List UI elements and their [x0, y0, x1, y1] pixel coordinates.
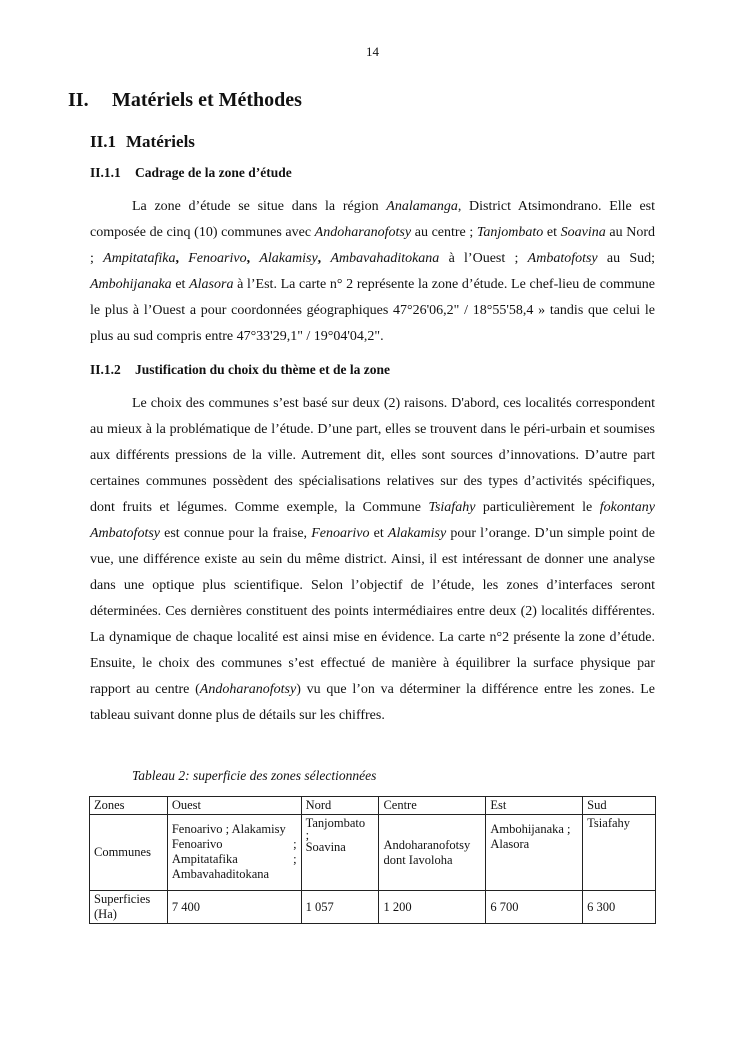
superficie-centre: 1 200: [379, 891, 486, 924]
cell-sud: Tsiafahy: [583, 815, 656, 891]
section-title: Matériels et Méthodes: [112, 89, 302, 111]
communes-label: Communes: [90, 815, 168, 891]
header-cell: Nord: [301, 797, 379, 815]
sub2-number: II.1.2: [90, 362, 121, 377]
header-cell: Est: [486, 797, 583, 815]
header-cell: Sud: [583, 797, 656, 815]
subsection-number: II.1: [90, 132, 116, 151]
cell-ouest: Fenoarivo ; Alakamisy Fenoarivo ; Ampitatafika ; Ambavahaditokana: [167, 815, 301, 891]
page-number: 14: [366, 44, 379, 59]
section-number: II.: [68, 89, 89, 111]
superficie-nord: 1 057: [301, 891, 379, 924]
cell-centre: Andoharanofotsy dont Iavoloha: [379, 815, 486, 891]
table-caption: Tableau 2: superficie des zones sélectionnées: [132, 768, 377, 783]
superficie-sud: 6 300: [583, 891, 656, 924]
superficie-ouest: 7 400: [167, 891, 301, 924]
subsection-heading: [90, 132, 195, 152]
sub2-title: Justification du choix du thème et de la zone: [135, 362, 390, 377]
header-cell: Ouest: [167, 797, 301, 815]
table-row: [90, 891, 656, 924]
cell-est: Ambohijanaka ; Alasora: [486, 815, 583, 891]
table-header-row: [90, 797, 656, 815]
zones-table: [89, 796, 656, 924]
sub1-title: Cadrage de la zone d’étude: [135, 165, 292, 180]
cell-nord: Tanjombato ; Soavina: [301, 815, 379, 891]
sub1-heading: [90, 165, 292, 181]
superficie-est: 6 700: [486, 891, 583, 924]
superficies-label: Superficies (Ha): [90, 891, 168, 924]
sub2-heading: [90, 362, 390, 378]
sub2-paragraph: Le choix des communes s’est basé sur deux (2) raisons. D'abord, ces localités correspondent au mieux à la problématique de l’étude. D’une part, elles se trouvent dans le péri-urbain et soumises aux différents pressions de la ville. Autrement dit, elles sont sources d’innovations. D’autre part certaines communes possèdent des spécialisations relatives sur des types d’activités spécifiques, dont fruits et légumes. Comme exemple, la Commune Tsiafahy particulièrement le fokontany Ambatofotsy est connue pour la fraise, Fenoarivo et Alakamisy pour l’orange. D’un simple point de vue, une différence existe au sein du même district. Ainsi, il est intéressant de donner une analyse dans une optique plus scientifique. Selon l’objectif de l’étude, les zones d’interfaces seront déterminées. Ces dernières constituent des points intermédiaires entre deux (2) localités différentes. La dynamique de chaque localité est ainsi mise en évidence. La carte n°2 présente la zone d’étude. Ensuite, le choix des communes s’est effectué de manière à équilibrer la surface physique par rapport au centre (Andoharanofotsy) vu que l’on va déterminer la différence entre les zones. Le tableau suivant donne plus de détails sur les chiffres.: [90, 396, 656, 723]
section-heading: [68, 89, 302, 112]
subsection-title: Matériels: [126, 132, 195, 151]
sub1-paragraph: La zone d’étude se situe dans la région Analamanga, District Atsimondrano. Elle est composée de cinq (10) communes avec Andoharanofotsy au centre ; Tanjombato et Soavina au Nord ; Ampitatafika, Fenoarivo, Alakamisy, Ambavahaditokana à l’Ouest ; Ambatofotsy au Sud; Ambohijanaka et Alasora à l’Est. La carte n° 2 représente la zone d’étude. Le chef-lieu de commune le plus à l’Ouest a pour coordonnées géographiques 47°26'06,2" / 18°55'58,4 » tandis que celui le plus au sud compris entre 47°33'29,1" / 19°04'04,2".: [90, 199, 656, 344]
header-cell: Zones: [90, 797, 168, 815]
header-cell: Centre: [379, 797, 486, 815]
sub1-number: II.1.1: [90, 165, 121, 180]
table-row: [90, 815, 656, 891]
